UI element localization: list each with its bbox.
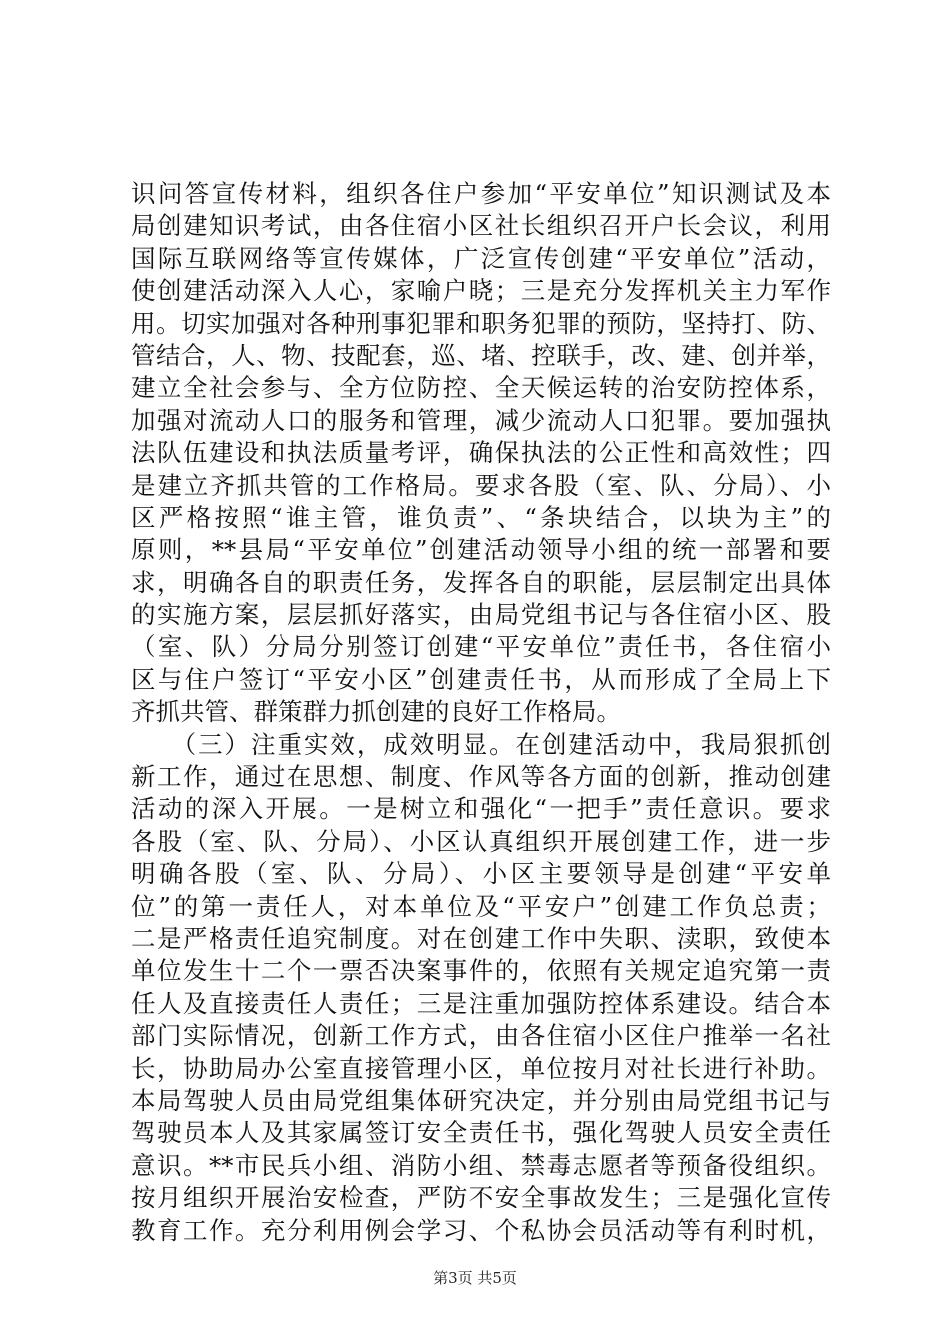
text-line: 长，协助局办公室直接管理小区，单位按月对社长进行补助。 [131, 1053, 831, 1083]
text-line: 驾驶员本人及其家属签订安全责任书，强化驾驶人员安全责任 [131, 1118, 831, 1148]
text-line: 明确各股（室、队、分局）、小区主要领导是创建“平安单 [131, 859, 831, 889]
text-line: 各股（室、队、分局）、小区认真组织开展创建工作，进一步 [131, 826, 831, 856]
text-line: 区严格按照“谁主管，谁负责”、“条块结合，以块为主”的 [131, 502, 831, 532]
text-line: 活动的深入开展。一是树立和强化“一把手”责任意识。要求 [131, 794, 831, 824]
text-line: 教育工作。充分利用例会学习、个私协会员活动等有利时机， [131, 1215, 831, 1245]
text-line: （三）注重实效，成效明显。在创建活动中，我局狠抓创 [131, 729, 831, 759]
text-line: 单位发生十二个一票否决案事件的，依照有关规定追究第一责 [131, 956, 831, 986]
text-line: 加强对流动人口的服务和管理，减少流动人口犯罪。要加强执 [131, 405, 831, 435]
text-line: 求，明确各自的职责任务，发挥各自的职能，层层制定出具体 [131, 567, 831, 597]
text-line: 局创建知识考试，由各住宿小区社长组织召开户长会议，利用 [131, 211, 831, 241]
text-line: 建立全社会参与、全方位防控、全天候运转的治安防控体系， [131, 373, 831, 403]
text-line: 意识。**市民兵小组、消防小组、禁毒志愿者等预备役组织。 [131, 1150, 831, 1180]
text-line: 的实施方案，层层抓好落实，由局党组书记与各住宿小区、股 [131, 600, 831, 630]
text-line: 新工作，通过在思想、制度、作风等各方面的创新，推动创建 [131, 762, 831, 792]
text-line: 按月组织开展治安检查，严防不安全事故发生；三是强化宣传 [131, 1183, 831, 1213]
text-line: 区与住户签订“平安小区”创建责任书，从而形成了全局上下 [131, 664, 831, 694]
text-line: 管结合，人、物、技配套，巡、堵、控联手，改、建、创并举， [131, 340, 831, 370]
text-line: 用。切实加强对各种刑事犯罪和职务犯罪的预防，坚持打、防、 [131, 308, 831, 338]
text-line: 原则，**县局“平安单位”创建活动领导小组的统一部署和要 [131, 535, 831, 565]
text-line: （室、队）分局分别签订创建“平安单位”责任书，各住宿小 [131, 632, 831, 662]
page-number-footer: 第3页 共5页 [433, 1269, 517, 1287]
text-line: 二是严格责任追究制度。对在创建工作中失职、渎职，致使本 [131, 923, 831, 953]
text-line: 是建立齐抓共管的工作格局。要求各股（室、队、分局）、小 [131, 470, 831, 500]
text-line: 国际互联网络等宣传媒体，广泛宣传创建“平安单位”活动， [131, 243, 831, 273]
text-line: 任人及直接责任人责任；三是注重加强防控体系建设。结合本 [131, 988, 831, 1018]
text-line: 齐抓共管、群策群力抓创建的良好工作格局。 [131, 697, 621, 727]
body-text [131, 178, 831, 1247]
text-line: 识问答宣传材料，组织各住户参加“平安单位”知识测试及本 [131, 179, 831, 208]
text-line: 使创建活动深入人心，家喻户晓；三是充分发挥机关主力军作 [131, 276, 831, 306]
text-line: 部门实际情况，创新工作方式，由各住宿小区住户推举一名社 [131, 1021, 831, 1051]
text-line: 法队伍建设和执法质量考评，确保执法的公正性和高效性；四 [131, 438, 831, 468]
text-line: 本局驾驶人员由局党组集体研究决定，并分别由局党组书记与 [131, 1085, 831, 1115]
text-line: 位”的第一责任人，对本单位及“平安户”创建工作负总责； [131, 891, 831, 921]
